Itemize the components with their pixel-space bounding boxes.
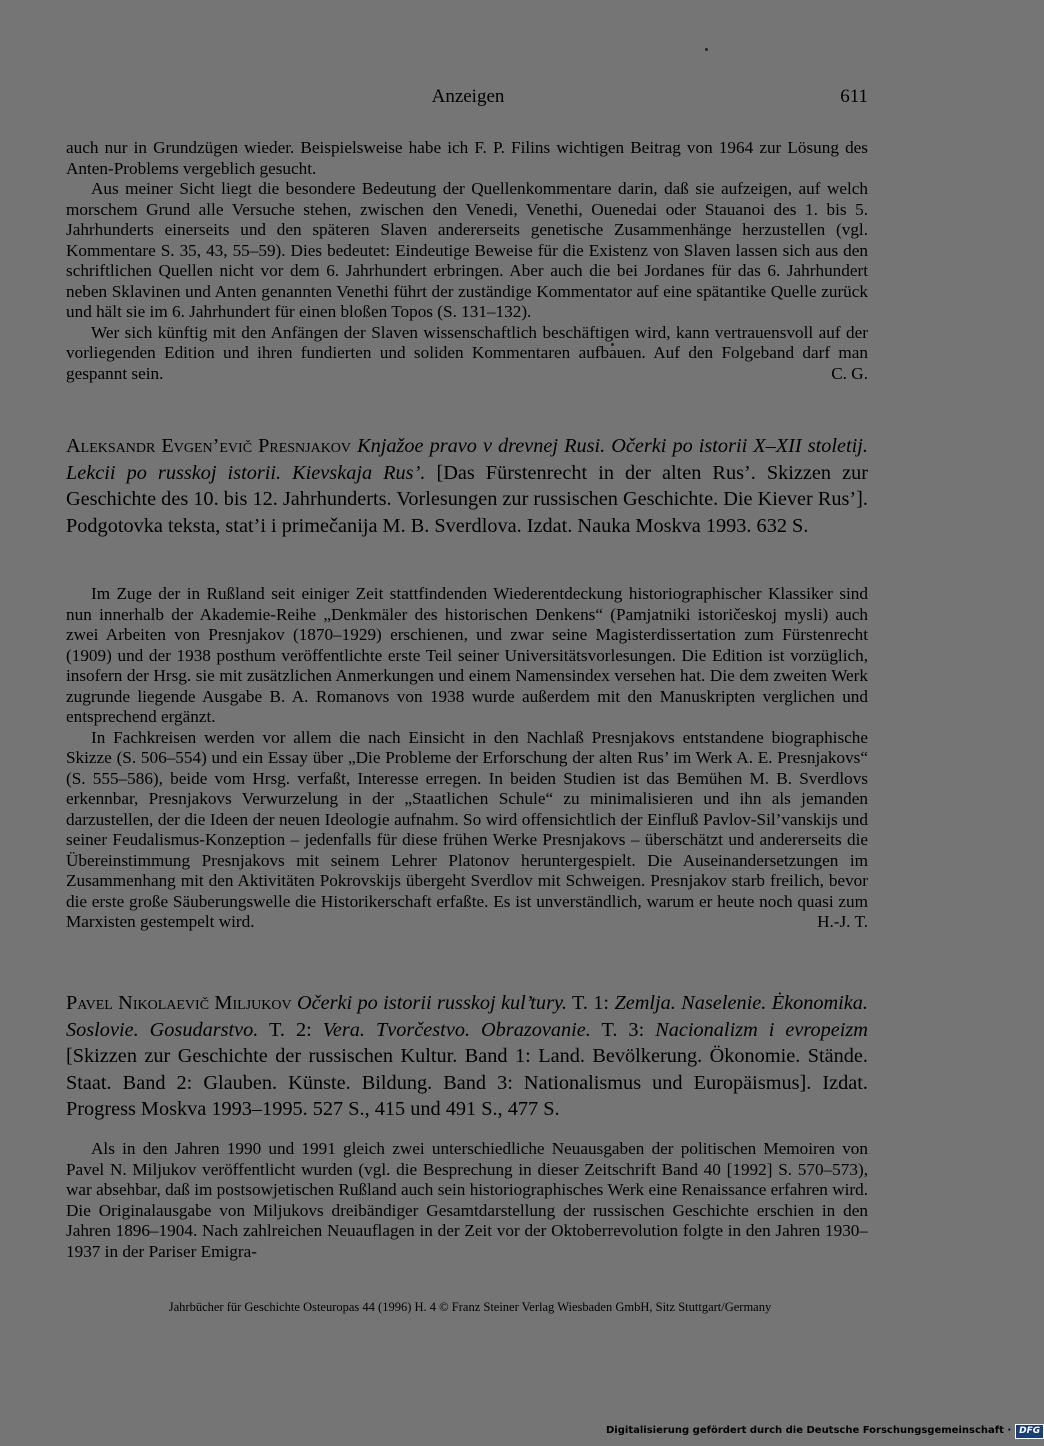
- volume-title: Zemlja. Naselenie. Ėkonomika. Soslovie. Gosudarstvo.: [66, 992, 868, 1041]
- review-3-body: [66, 1139, 868, 1262]
- bibliographic-entry: [66, 990, 868, 1123]
- reviewer-signature: H.-J. T.: [817, 912, 868, 931]
- review-2-body: [66, 584, 868, 933]
- journal-footer: Jahrbücher für Geschichte Osteuropas 44 (1996) H. 4 © Franz Steiner Verlag Wiesbaden GmbH, Sitz Stuttgart/Germany: [168, 1300, 772, 1314]
- paragraph: [66, 728, 868, 933]
- volume-title: Vera. Tvorčestvo. Obrazovanie.: [322, 1018, 591, 1041]
- digitization-notice: [606, 1423, 1041, 1439]
- book-details: [Skizzen zur Geschichte der russischen Kultur. Band 1: Land. Bevölkerung. Ökonomie. Stände. Staat. Band 2: Glauben. Künste. Bildung. Band 3: Nationalismus und Europäismus]. Izdat. Progress Moskva 1993–1995. 527 S., 415 und 491 S., 477 S.: [66, 1045, 868, 1120]
- review-3-heading: [66, 990, 868, 1123]
- bibliographic-entry: [66, 433, 868, 539]
- book-title: Očerki po istorii russkoj kul’tury.: [296, 992, 567, 1014]
- book-details: [Das Fürstenrecht in der alten Rus’. Skizzen zur Geschichte des 10. bis 12. Jahrhunderts. Vorlesungen zur russischen Geschichte. Die Kiever Rus’]. Podgotovka teksta, stat’i i primečanija M. B. Sverdlova. Izdat. Nauka Moskva 1993. 632 S.: [66, 461, 868, 537]
- paragraph: Im Zuge der in Rußland seit einiger Zeit stattfindenden Wiederentdeckung historiographischer Klassiker sind nun innerhalb der Akademie-Reihe „Denkmäler des historischen Denkens“ (Pamjatniki istoričeskoj mysli) auch zwei Arbeiten von Presnjakov (1870–1929) erschienen, und zwar seine Magisterdissertation zum Fürstenrecht (1909) und der 1938 posthum veröffentlichte erste Teil seiner Universitätsvorlesungen. Die Edition ist vorzüglich, insofern der Hrsg. sie mit zusätzlichen Anmerkungen und einem Namensindex versehen hat. Die dem zweiten Werk zugrunde liegende Ausgabe B. A. Romanovs von 1938 wurde außerdem mit den Manuskripten verglichen und entsprechend ergänzt.: [66, 584, 868, 726]
- scan-speck: [705, 48, 708, 51]
- volume-label: T. 3:: [601, 1018, 645, 1041]
- book-title: Knjažoe pravo v drevnej Rusi. Očerki po istorii X–XII stoletij. Lekcii po russkoj istorii. Kievskaja Rus’.: [66, 435, 868, 484]
- running-head: [0, 84, 1000, 110]
- volume-title: Nacionalizm i evropeizm: [655, 1018, 868, 1041]
- dfg-logo: DFG: [1015, 1424, 1044, 1439]
- reviewer-signature: C. G.: [831, 363, 868, 383]
- paragraph: Aus meiner Sicht liegt die besondere Bedeutung der Quellenkommentare darin, daß sie aufzeigen, auf welch morschem Grund alle Versuche stehen, zwischen den Venedi, Venethi, Ouenedai oder Stauanoi des 1. bis 5. Jahrhunderts einerseits und den späteren Slaven andererseits genetische Zusammenhänge herzustellen (vgl. Kommentare S. 35, 43, 55–59). Dies bedeutet: Eindeutige Beweise für die Existenz von Slaven lassen sich aus den schriftlichen Quellen nicht vor dem 6. Jahrhundert erbringen. Aber auch die bei Jordanes für das 6. Jahrhundert neben Sklavinen und Anten genannten Venethi führt der zuständige Kommentator auf eine spätantike Quelle zurück und hält sie im 6. Jahrhundert für einen bloßen Topos (S. 131–132).: [66, 179, 868, 321]
- review-1-body: [66, 138, 868, 384]
- page-number: 611: [840, 86, 868, 107]
- paragraph-text: In Fachkreisen werden vor allem die nach Einsicht in den Nachlaß Presnjakovs entstandene biographische Skizze (S. 506–554) und ein Essay über „Die Probleme der Erforschung der alten Rus’ im Werk A. E. Presnjakovs“ (S. 555–586), beide vom Hrsg. verfaßt, Interesse erregen. In beiden Studien ist das Bemühen M. B. Sverdlovs erkennbar, Presnjakovs Verwurzelung in der „Staatlichen Schule“ zu minimalisieren und ihn als jemanden darzustellen, der die Ideen der neuen Ideologie aufnahm. So wird offensichtlich der Einfluß Pavlov-Sil’vanskijs und seiner Feudalismus-Konzeption – jedenfalls für diese frühen Werke Presnjakovs – überschätzt und andererseits die Übereinstimmung Presnjakovs mit seinem Lehrer Platonov heruntergespielt. Die Auseinandersetzungen im Zusammenhang mit den Aktivitäten Pokrovskijs übergeht Sverdlov mit Schweigen. Presnjakov starb freilich, bevor die erste große Säuberungswelle die Historikerschaft erfaßte. Es ist unverständlich, warum er heute noch quasi zum Marxisten gestempelt wird.: [66, 727, 868, 931]
- review-2-heading: [66, 433, 868, 539]
- paragraph: Als in den Jahren 1990 und 1991 gleich zwei unterschiedliche Neuausgaben der politischen Memoiren von Pavel N. Miljukov veröffentlicht wurden (vgl. die Besprechung in dieser Zeitschrift Band 40 [1992] S. 570–573), war absehbar, daß im postsowjetischen Rußland auch sein historiographisches Werk eine Renaissance erfahren wird. Die Originalausgabe von Miljukovs dreibändiger Gesamtdarstellung der russischen Geschichte erschien in den Jahren 1896–1904. Nach zahlreichen Neuauflagen in der Zeit vor der Oktoberrevolution folgte in den Jahren 1930–1937 in der Pariser Emigra-: [66, 1139, 868, 1261]
- paragraph-text: Wer sich künftig mit den Anfängen der Slaven wissenschaftlich beschäftigen wird, kann vertrauensvoll auf der vorliegenden Edition und ihren fundierten und soliden Kommentaren aufbauen. Auf den Folgeband darf man gespannt sein.: [66, 322, 868, 383]
- author-name: Pavel Nikolaevič Miljukov: [66, 992, 292, 1014]
- paragraph: [66, 323, 868, 385]
- paragraph: auch nur in Grundzügen wieder. Beispielsweise habe ich F. P. Filins wichtigen Beitrag von 1964 zur Lösung des Anten-Problems vergeblich gesucht.: [66, 138, 868, 178]
- running-title: Anzeigen: [431, 86, 505, 107]
- author-name: Aleksandr Evgen’evič Presnjakov: [66, 435, 352, 457]
- digitization-text: Digitalisierung gefördert durch die Deutsche Forschungsgemeinschaft ·: [606, 1425, 1012, 1436]
- volume-label: T. 2:: [269, 1018, 312, 1041]
- volume-label: T. 1:: [571, 992, 610, 1014]
